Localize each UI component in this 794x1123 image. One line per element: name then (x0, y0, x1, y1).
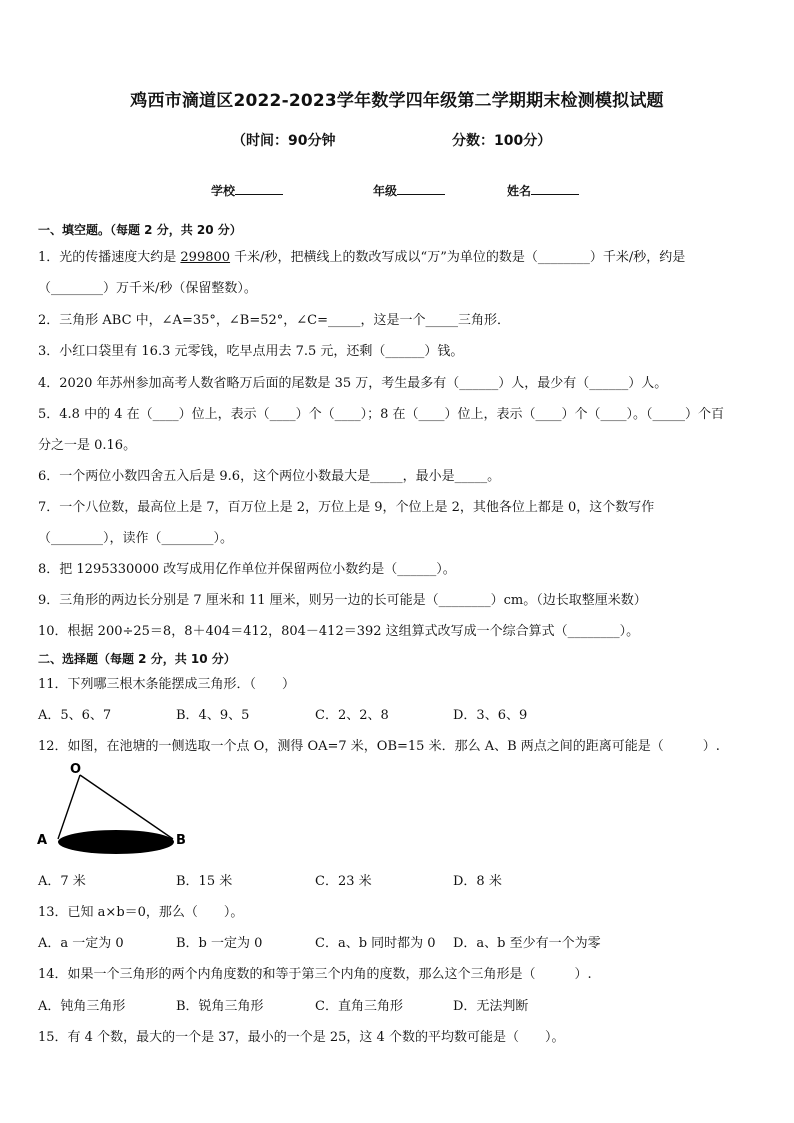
question-13-option-d[interactable]: D．a、b 至少有一个为零 (453, 936, 601, 951)
segment-ob (80, 775, 173, 839)
question-1 (38, 250, 685, 266)
question-12: 12．如图，在池塘的一侧选取一个点 O，测得 OA=7 米，OB=15 米．那么 A、B 两点之间的距离可能是（ ）. (38, 739, 720, 754)
question-2: 2．三角形 ABC 中，∠A=35°，∠B=52°，∠C=_____，这是一个_____三角形． (38, 313, 510, 328)
question-12-option-d[interactable]: D．8 米 (453, 874, 502, 889)
label-a: A (37, 833, 48, 848)
section-multiple-choice: 二、选择题（每题 2 分，共 10 分） (38, 652, 236, 666)
question-15: 15．有 4 个数，最大的一个是 37，最小的一个是 25，这 4 个数的平均数可能是（ ）。 (38, 1030, 565, 1045)
question-4: 4．2020 年苏州参加高考人数省略万后面的尾数是 35 万，考生最多有（______）人，最少有（______）人。 (38, 376, 668, 391)
question-5-line-2: 分之一是 0.16。 (38, 438, 137, 453)
question-14-option-b[interactable]: B．锐角三角形 (176, 999, 264, 1014)
question-9: 9．三角形的两边长分别是 7 厘米和 11 厘米，则另一边的长可能是（________）cm。（边长取整厘米数） (38, 593, 647, 608)
question-1-underlined-number: 299800 (180, 250, 231, 265)
grade-field (373, 182, 445, 199)
school-label: 学校 (211, 184, 236, 198)
grade-blank (397, 182, 445, 195)
label-b: B (176, 833, 186, 848)
question-7-line-2: （________），读作（________）。 (38, 531, 234, 546)
question-5: 5．4.8 中的 4 在（____）位上，表示（____）个（____）；8 在（____）位上，表示（____）个（____）。（_____）个百 (38, 407, 725, 422)
question-11-option-a[interactable]: A．5、6、7 (38, 708, 112, 723)
question-1-text: 1．光的传播速度大约是 (38, 250, 181, 265)
score-label: 分数：100分） (452, 133, 552, 149)
name-blank (531, 182, 579, 195)
question-8: 8．把 1295330000 改写成用亿作单位并保留两位小数约是（______）。 (38, 562, 456, 577)
question-12-option-c[interactable]: C．23 米 (315, 874, 372, 889)
question-11-option-c[interactable]: C．2、2、8 (315, 708, 389, 723)
question-10: 10．根据 200÷25＝8，8＋404＝412，804－412＝392 这组算式改写成一个综合算式（________）。 (38, 624, 640, 639)
question-14-option-c[interactable]: C．直角三角形 (315, 999, 403, 1014)
grade-label: 年级 (373, 184, 398, 198)
question-11: 11．下列哪三根木条能摆成三角形．（ ） (38, 677, 296, 692)
school-field (211, 182, 283, 199)
question-1-line-2: （________）万千米/秒（保留整数）。 (38, 281, 257, 296)
name-label: 姓名 (507, 184, 532, 198)
pond-figure (30, 762, 200, 862)
question-14-option-a[interactable]: A．钝角三角形 (38, 999, 126, 1014)
question-13-option-b[interactable]: B．b 一定为 0 (176, 936, 263, 951)
segment-oa (58, 775, 80, 839)
pond-shape (58, 830, 174, 854)
name-field (507, 182, 579, 199)
question-13-option-c[interactable]: C．a、b 同时都为 0 (315, 936, 436, 951)
question-11-option-b[interactable]: B．4、9、5 (176, 708, 250, 723)
question-3: 3．小红口袋里有 16.3 元零钱，吃早点用去 7.5 元，还剩（______）钱。 (38, 344, 464, 359)
label-o: O (70, 762, 82, 777)
question-1-text-rest: 千米/秒，把横线上的数改写成以“万”为单位的数是（________）千米/秒，约是 (230, 250, 686, 265)
school-blank (235, 182, 283, 195)
section-fill-blank: 一、填空题。（每题 2 分，共 20 分） (38, 223, 242, 237)
question-14: 14．如果一个三角形的两个内角度数的和等于第三个内角的度数，那么这个三角形是（ ）. (38, 967, 592, 982)
time-label: （时间：90分钟 (232, 133, 336, 149)
question-11-option-d[interactable]: D．3、6、9 (453, 708, 528, 723)
question-14-option-d[interactable]: D．无法判断 (453, 999, 529, 1014)
question-12-option-a[interactable]: A．7 米 (38, 874, 86, 889)
question-13: 13．已知 a×b＝0，那么（ ）。 (38, 905, 244, 920)
question-13-option-a[interactable]: A．a 一定为 0 (38, 936, 124, 951)
question-7: 7．一个八位数，最高位上是 7，百万位上是 2，万位上是 9，个位上是 2，其他各位上都是 0，这个数写作 (38, 500, 655, 515)
question-12-option-b[interactable]: B．15 米 (176, 874, 233, 889)
question-6: 6．一个两位小数四舍五入后是 9.6，这个两位小数最大是_____，最小是_____。 (38, 469, 501, 484)
page-title: 鸡西市滴道区2022-2023学年数学四年级第二学期期末检测模拟试题 (130, 91, 664, 111)
